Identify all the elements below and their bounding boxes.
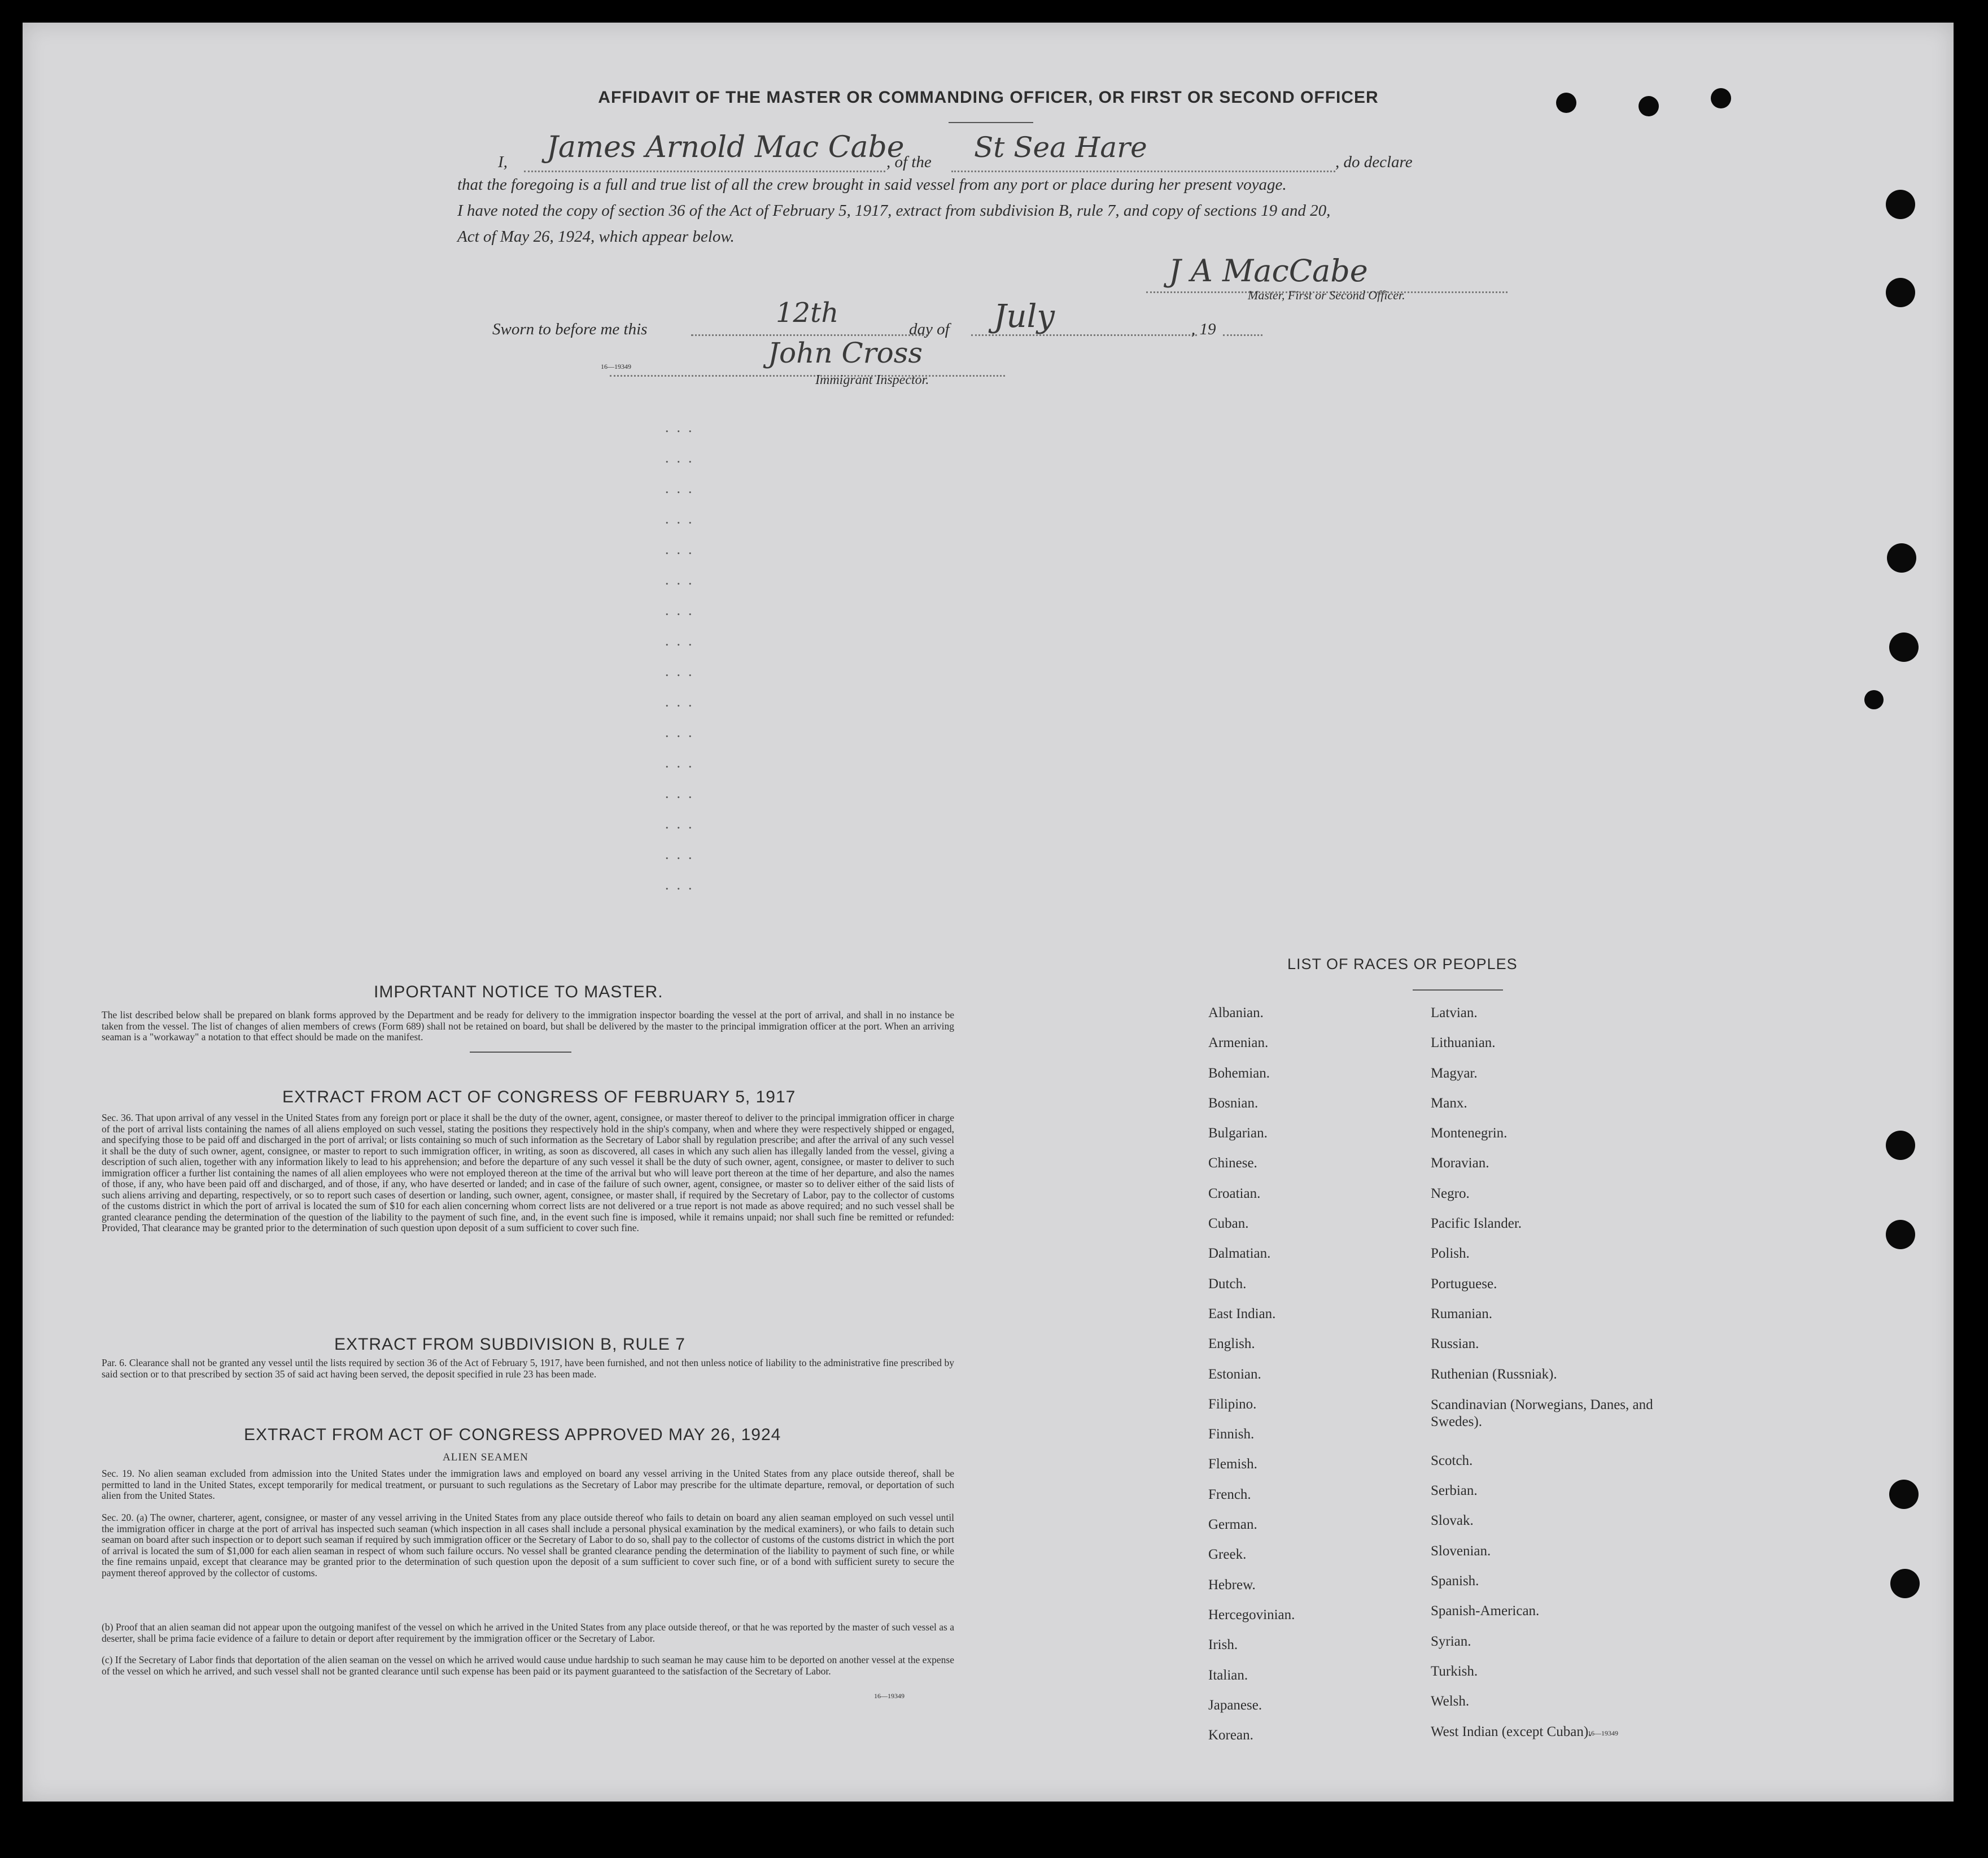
extract-1924-sec19: Sec. 19. No alien seaman excluded from admission into the United States under the immigration laws and employed on board any vessel arriving in the United States from any place outside thereof, shall be permitted to land in the United States, except temporarily for medical treatment, or pursuant to such regulations as the Secretary of Labor may prescribe for the ultimate departure, removal, or deportation of such alien from the United States.: [102, 1468, 954, 1501]
declaration-line-3: I have noted the copy of section 36 of the Act of February 5, 1917, extract from subdivision B, rule 7, and copy of sections 19 and 20,: [457, 202, 1331, 220]
race-item: Armenian.: [1208, 1035, 1269, 1051]
master-name: James Arnold Mac Cabe: [547, 130, 905, 164]
notice-rule: [470, 1052, 571, 1053]
race-item: Italian.: [1208, 1667, 1248, 1683]
race-item: English.: [1208, 1336, 1255, 1352]
inspector-signature: John Cross: [768, 337, 923, 369]
race-item: Chinese.: [1208, 1155, 1257, 1171]
punch-hole: [1886, 190, 1915, 219]
race-item: Scotch.: [1431, 1453, 1473, 1468]
extract-1917-text: Sec. 36. That upon arrival of any vessel in the United States from any foreign port or place it shall be the duty of the owner, agent, consignee, or master thereof to deliver to the principal immigration officer in charge of the port of arrival lists containing the names of all aliens employed on such vessel, stating the positions they respectively hold in the ship's company, when and where they were respectively shipped or engaged, and specifying those to be paid off and discharged in the port of arrival; or lists containing so much of such information as the Secretary of Labor shall by regulation prescribe; and after the arrival of any such vessel it shall be the duty of such owner, agent, consignee, or master to report to such immigration officer, in writing, as soon as discovered, all cases in which any such alien has illegally landed from the vessel, giving a description of such alien, together with any information likely to lead to his apprehension; and before the departure of any such vessel it shall be the duty of such owner, agent, consignee, or master to deliver to such immigration officer a further list containing the names of all alien employees who were not employed thereon at the time of the arrival but who will leave port thereon at the time of her departure, and also the names of those, if any, who have been paid off and discharged, and of those, if any, who have deserted or landed; and in case of the failure of such owner, agent, consignee, or master so to deliver either of the said lists of such aliens arriving and departing, respectively, or so to report such cases of desertion or landing, such owner, agent, consignee, or master shall, if required by the Secretary of Labor, pay to the collector of customs of the customs district in which the port of arrival is located the sum of $10 for each alien concerning whom correct lists are not delivered or a true report is not made as above required; and no such vessel shall be granted clearance pending the determination of the question of the liability to the payment of such fine, and, in the event such fine is imposed, while it remains unpaid; nor shall such fine be remitted or refunded: Provided, That clearance may be granted prior to the determination of such question upon deposit of a sum sufficient to cover such fine.: [102, 1112, 954, 1233]
races-heading: LIST OF RACES OR PEOPLES: [1287, 956, 1518, 972]
race-item: East Indian.: [1208, 1306, 1276, 1321]
sworn-month: July: [994, 298, 1055, 335]
race-item: French.: [1208, 1486, 1251, 1502]
race-item: Portuguese.: [1431, 1276, 1497, 1292]
do-declare-label: , do declare: [1335, 153, 1413, 171]
race-item: Croatian.: [1208, 1185, 1261, 1201]
race-item: Magyar.: [1431, 1065, 1478, 1081]
punch-hole: [1889, 633, 1919, 662]
punch-hole: [1886, 1131, 1915, 1160]
race-item: German.: [1208, 1517, 1257, 1533]
race-item: Cuban.: [1208, 1216, 1249, 1232]
leader-dots: ... ... ... ... ... ... ... ... ... ... ... ... ... ... ... ...: [665, 419, 700, 893]
race-item: Hercegovinian.: [1208, 1607, 1295, 1623]
title-rule: [949, 122, 1033, 123]
form-number-extract: 16—19349: [874, 1692, 905, 1700]
race-item: Slovenian.: [1431, 1543, 1491, 1559]
form-number-races: 16—19349: [1588, 1729, 1618, 1737]
master-name-field: [524, 130, 905, 172]
master-signature: J A MacCabe: [1169, 253, 1368, 289]
race-item: Manx.: [1431, 1095, 1467, 1111]
inspector-signature-field: [610, 337, 1005, 377]
declaration-prefix: I,: [498, 153, 508, 171]
notice-text: The list described below shall be prepared on blank forms approved by the Department and be ready for delivery to the immigration inspector boarding the vessel at the port of arrival, and shall in no instance be taken from the vessel. The list of changes of alien members of crews (Form 689) shall not be retained on board, but shall be delivered by the master to the principal immigration officer at the port. When an arriving seaman is a "workaway" a notation to that effect should be made on the manifest.: [102, 1009, 954, 1043]
race-item: Korean.: [1208, 1728, 1253, 1743]
race-item: Dutch.: [1208, 1276, 1247, 1292]
extract-1924-heading: EXTRACT FROM ACT OF CONGRESS APPROVED MAY 26, 1924: [244, 1425, 781, 1444]
races-rule: [1413, 989, 1503, 991]
punch-hole: [1886, 278, 1915, 307]
race-item: Bulgarian.: [1208, 1126, 1268, 1141]
race-item: Bosnian.: [1208, 1095, 1259, 1111]
document-sheet: [23, 23, 1954, 1802]
race-item: Montenegrin.: [1431, 1126, 1508, 1141]
sworn-prefix: Sworn to before me this: [492, 320, 648, 338]
vessel-name: St Sea Hare: [974, 131, 1147, 164]
extract-1924-sec20c: (c) If the Secretary of Labor finds that deportation of the alien seaman on the vessel on which he arrived would cause undue hardship to such seaman he may cause him to be deported on another vessel at the expense of the vessel on which he arrived, and such vessel shall not be granted clearance until such expense has been paid or its payment guaranteed to the satisfaction of the Secretary of Labor.: [102, 1654, 954, 1677]
sworn-month-field: [971, 298, 1197, 336]
race-item: Ruthenian (Russniak).: [1431, 1366, 1557, 1382]
sworn-year-field: [1223, 309, 1262, 336]
sworn-day: 12th: [776, 297, 839, 329]
of-the-label: , of the: [886, 153, 932, 171]
race-item: Russian.: [1431, 1336, 1479, 1352]
punch-hole: [1886, 1220, 1915, 1249]
race-item: Japanese.: [1208, 1697, 1262, 1713]
race-item: Negro.: [1431, 1185, 1470, 1201]
race-item: Estonian.: [1208, 1366, 1261, 1382]
form-number-top: 16—19349: [601, 363, 631, 370]
race-item: Spanish-American.: [1431, 1603, 1540, 1619]
race-item: Moravian.: [1431, 1155, 1489, 1171]
race-item: Scandinavian (Norwegians, Danes, and Swedes).: [1431, 1397, 1653, 1429]
extract-rule7-text: Par. 6. Clearance shall not be granted any vessel until the lists required by section 36 of the Act of February 5, 1917, have been furnished, and not then unless notice of liability to the administrative fine prescribed by said section or to that prescribed by section 35 of said act having been served, the deposit specified in rule 23 has been made.: [102, 1357, 954, 1380]
vessel-name-field: [951, 131, 1335, 172]
extract-rule7-heading: EXTRACT FROM SUBDIVISION B, RULE 7: [334, 1335, 685, 1354]
race-item: Dalmatian.: [1208, 1246, 1271, 1262]
race-item: Filipino.: [1208, 1396, 1257, 1412]
race-item: Latvian.: [1431, 1005, 1478, 1020]
race-item: Polish.: [1431, 1246, 1470, 1262]
declaration-line-2: that the foregoing is a full and true list of all the crew brought in said vessel from any port or place during her present voyage.: [457, 176, 1287, 194]
race-item: Bohemian.: [1208, 1065, 1270, 1081]
race-item: Finnish.: [1208, 1427, 1255, 1442]
sworn-day-field: [691, 297, 928, 336]
race-item: Flemish.: [1208, 1456, 1257, 1472]
races-right-column: [1431, 1005, 1668, 1754]
race-item: Rumanian.: [1431, 1306, 1493, 1321]
day-of-label: day of: [909, 320, 950, 338]
punch-hole: [1887, 543, 1916, 573]
notice-heading: IMPORTANT NOTICE TO MASTER.: [374, 983, 663, 1001]
race-item: Spanish.: [1431, 1573, 1479, 1589]
punch-hole: [1890, 1569, 1920, 1598]
race-item: Irish.: [1208, 1637, 1238, 1653]
declaration-line-4: Act of May 26, 1924, which appear below.: [457, 228, 735, 246]
race-item: Albanian.: [1208, 1005, 1264, 1020]
affidavit-title: AFFIDAVIT OF THE MASTER OR COMMANDING OFFICER, OR FIRST OR SECOND OFFICER: [598, 88, 1379, 107]
race-item: Lithuanian.: [1431, 1035, 1496, 1051]
punch-hole: [1864, 690, 1884, 709]
extract-1924-subheading: ALIEN SEAMEN: [443, 1451, 528, 1463]
race-item: Serbian.: [1431, 1483, 1478, 1499]
race-item: Slovak.: [1431, 1513, 1474, 1529]
sworn-year-prefix: , 19: [1191, 320, 1216, 338]
race-item: Greek.: [1208, 1547, 1247, 1563]
race-item: Syrian.: [1431, 1633, 1471, 1649]
extract-1924-sec20b: (b) Proof that an alien seaman did not appear upon the outgoing manifest of the vessel on which he arrived in the United States from any place outside thereof, or that he was reported by the master of such vessel as a deserter, shall be prima facie evidence of a failure to detain or deport after requirement by the immigration officer or the Secretary of Labor.: [102, 1621, 954, 1644]
race-item: Pacific Islander.: [1431, 1216, 1522, 1232]
punch-hole: [1889, 1480, 1919, 1509]
master-signature-caption: Master, First or Second Officer.: [1248, 288, 1405, 302]
race-item: Welsh.: [1431, 1694, 1470, 1709]
race-item: West Indian (except Cuban).: [1431, 1724, 1592, 1739]
extract-1924-sec20a: Sec. 20. (a) The owner, charterer, agent, consignee, or master of any vessel arriving in the United States from any place outside thereof who fails to detain on board any alien seaman employed on such vessel until the immigration officer in charge at the port of arrival has inspected such seaman (which inspection in all cases shall include a personal physical examination by the medical examiners), or who fails to detain such seaman on board after such inspection or to deport such seaman if required by such immigration officer or the Secretary of Labor to do so, shall pay to the collector of customs of the customs district in which the port of arrival is located the sum of $1,000 for each alien seaman in respect of whom such failure occurs. No vessel shall be granted clearance pending the determination of the liability to payment of such fine, or while the fine remains unpaid, except that clearance may be granted prior to the determination of such question upon the deposit of a sum sufficient to cover such fine, or of a bond with sufficient surety to secure the payment thereof approved by the collector of customs.: [102, 1512, 954, 1578]
extract-1917-heading: EXTRACT FROM ACT OF CONGRESS OF FEBRUARY 5, 1917: [282, 1088, 796, 1106]
races-left-column: [1208, 1005, 1412, 1757]
inspector-caption: Immigrant Inspector.: [815, 373, 929, 387]
race-item: Turkish.: [1431, 1663, 1478, 1679]
race-item: Hebrew.: [1208, 1577, 1256, 1593]
